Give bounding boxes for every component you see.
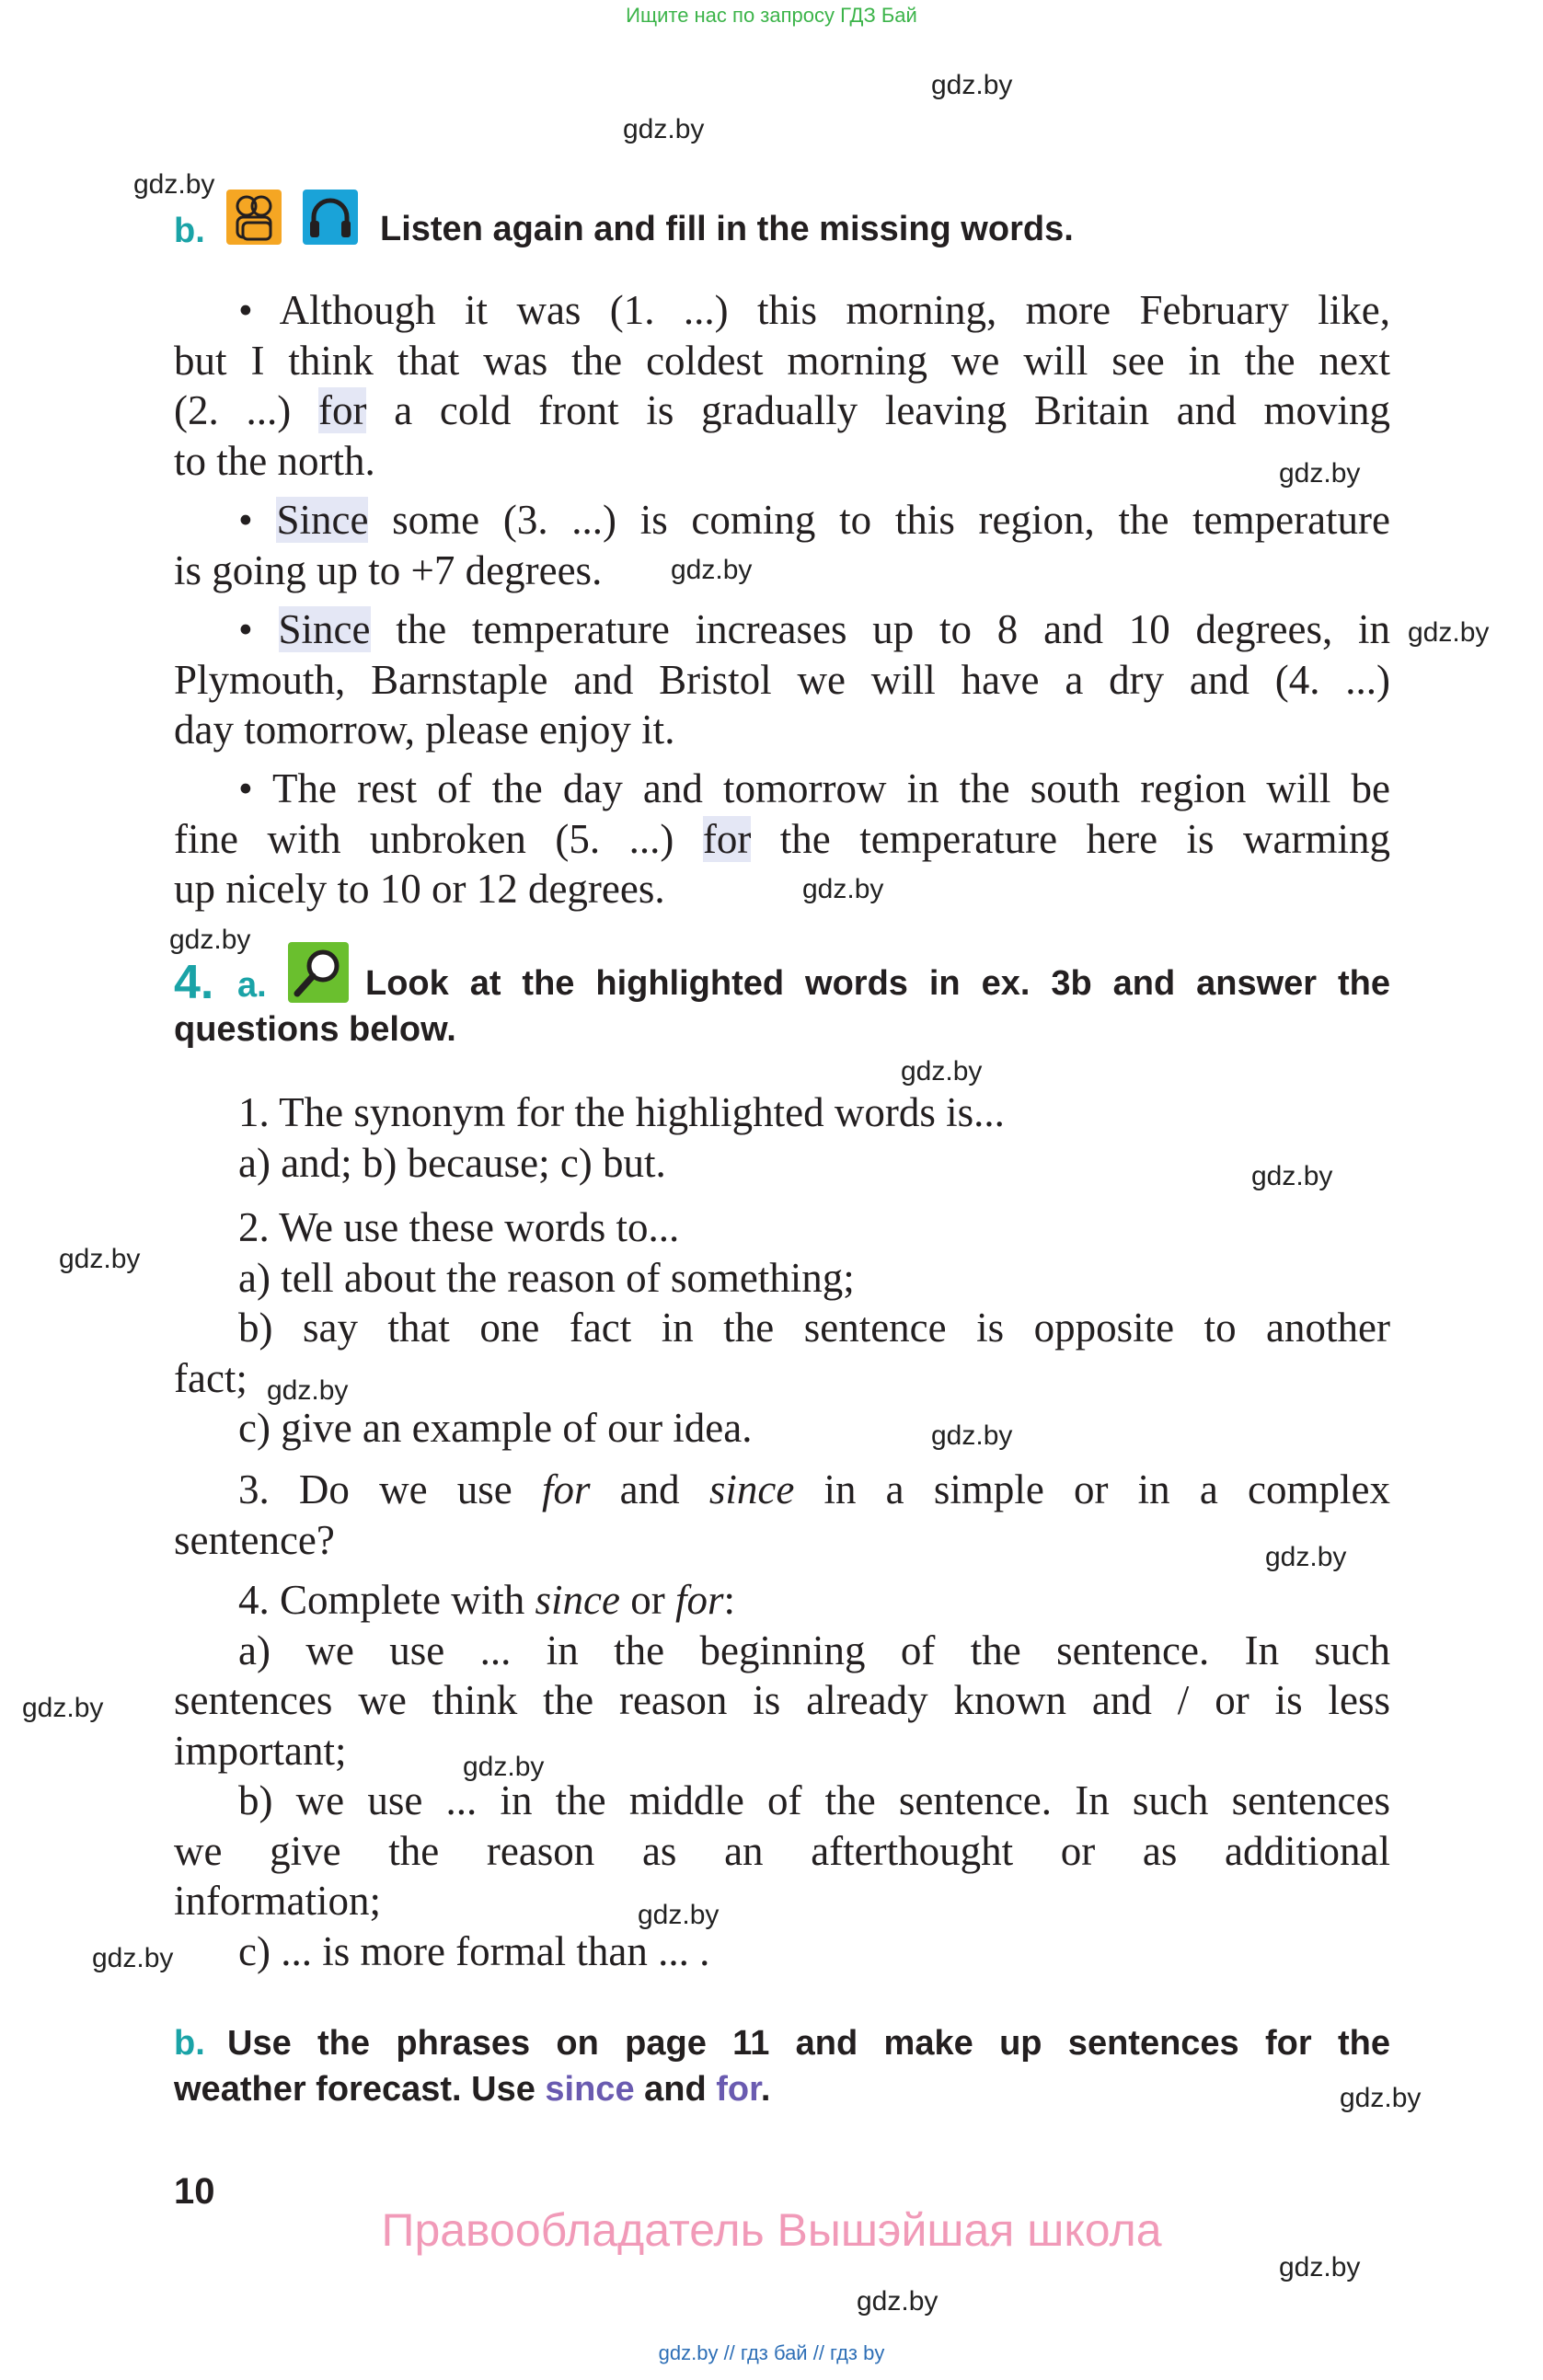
text-fragment: 3. Do we use [238,1466,542,1512]
text-fragment: weather forecast. Use [174,2070,546,2109]
weather-paragraph-4 [174,764,1390,914]
watermark: gdz.by [671,555,753,585]
exercise-4b-instruction-cont [174,2070,770,2110]
exercise-4-number: 4. [174,956,214,1009]
text-line: we give the reason as an afterthought or as additional [174,1827,1390,1874]
text-fragment: the temperature here is warming [751,815,1390,862]
highlighted-word-since: Since [278,606,371,652]
text-line: but I think that was the coldest morning we will see in the next [174,337,1390,384]
answer-options: a) and; b) because; c) but. [238,1139,666,1186]
answer-option-a: a) we use ... in the beginning of the sentence. In such [238,1627,1390,1673]
text-line [174,604,1390,655]
watermark: gdz.by [22,1693,104,1723]
text-fragment: • [238,606,279,652]
answer-option-c: c) ... is more formal than ... . [238,1927,710,1974]
watermark: gdz.by [857,2286,938,2317]
exercise-4a-instruction-cont: questions below. [174,1010,456,1049]
text-line: is going up to +7 degrees. [174,546,603,593]
italic-word: since [535,1577,620,1623]
text-line: • Although it was (1. ...) this morning, more February like, [238,287,1390,333]
top-banner[interactable]: Ищите нас по запросу ГДЗ Бай [626,4,917,27]
text-line: Plymouth, Barnstaple and Bristol we will have a dry and (4. ...) [174,656,1390,703]
text-fragment: some (3. ...) is coming to this region, the temperature [368,497,1390,543]
weather-paragraph-2 [174,495,1390,595]
watermark: gdz.by [133,169,215,200]
watermark: gdz.by [1265,1542,1347,1572]
text-fragment: fine with unbroken (5. ...) [174,815,703,862]
italic-word: for [674,1577,724,1623]
watermark: gdz.by [931,70,1013,100]
watermark: gdz.by [638,1900,720,1930]
keyword-for: for [716,2070,761,2109]
weather-paragraph-1 [174,285,1390,486]
answer-option-a: a) tell about the reason of something; [238,1254,855,1301]
highlighted-word-for: for [317,387,367,433]
text-line: up nicely to 10 or 12 degrees. [174,866,665,912]
text-line: important; [174,1727,347,1774]
watermark: gdz.by [931,1420,1013,1451]
exercise-4a-instruction: Look at the highlighted words in ex. 3b and answer the [365,964,1390,1003]
page-number: 10 [174,2171,215,2212]
footer-links[interactable]: gdz.by // гдз бай // гдз by [658,2341,885,2364]
question-3 [174,1465,1390,1565]
group-work-icon [226,190,282,245]
text-line: sentence? [174,1516,335,1563]
watermark: gdz.by [1279,458,1361,489]
watermark: gdz.by [1340,2083,1422,2113]
text-line [174,385,1390,436]
exercise-3b-instruction: Listen again and fill in the missing words. [380,210,1074,248]
text-fragment: : [723,1577,735,1623]
watermark: gdz.by [1251,1161,1333,1191]
text-fragment: (2. ...) [174,387,318,433]
text-fragment: or [619,1577,675,1623]
headphones-icon [303,190,358,245]
text-fragment: • [238,497,277,543]
magnifier-icon [288,942,349,1003]
text-fragment: and [634,2070,717,2109]
text-fragment: the temperature increases up to 8 and 10 degrees, in [370,606,1390,652]
answer-option-c: c) give an example of our idea. [238,1405,753,1451]
text-line: 1. The synonym for the highlighted words is... [238,1089,1005,1135]
watermark: gdz.by [623,114,705,144]
exercise-4b-instruction: Use the phrases on page 11 and make up sentences for the [227,2024,1390,2063]
weather-paragraph-3 [174,604,1390,755]
text-fragment: and [590,1466,709,1512]
highlighted-word-since: Since [276,497,369,543]
watermark: gdz.by [59,1244,141,1274]
text-line: • The rest of the day and tomorrow in the south region will be [238,765,1390,811]
text-line: information; [174,1878,381,1924]
text-line: to the north. [174,437,375,484]
text-line [174,495,1390,546]
text-fragment: 4. Complete with [238,1577,535,1623]
text-fragment: . [760,2070,771,2109]
italic-word: for [541,1466,591,1512]
highlighted-word-for: for [702,815,752,862]
keyword-since: since [545,2070,635,2109]
question-1 [174,1087,1390,1188]
text-line [174,1465,1390,1515]
copyright-holder: Правообладатель Вышэйшая школа [381,2204,1162,2256]
text-line: fact; [174,1354,248,1401]
text-line: 2. We use these words to... [238,1204,680,1250]
watermark: gdz.by [169,925,251,955]
text-fragment: in a simple or in a complex [794,1466,1390,1512]
text-line [174,1575,1390,1626]
watermark: gdz.by [92,1943,174,1973]
text-line: day tomorrow, please enjoy it. [174,707,675,753]
text-line: sentences we think the reason is already known and / or is less [174,1677,1390,1723]
watermark: gdz.by [1279,2252,1361,2282]
watermark: gdz.by [463,1752,545,1782]
answer-option-b: b) we use ... in the middle of the sentence. In such sentences [238,1777,1390,1823]
exercise-4a-label: a. [237,966,267,1005]
watermark: gdz.by [267,1375,349,1406]
watermark: gdz.by [901,1056,983,1087]
exercise-3b-label: b. [174,212,205,250]
text-fragment: a cold front is gradually leaving Britain and moving [366,387,1390,433]
answer-option-b: b) say that one fact in the sentence is opposite to another [238,1305,1390,1351]
text-line [174,814,1390,865]
watermark: gdz.by [802,874,884,904]
question-4 [174,1575,1390,1976]
exercise-4b-label: b. [174,2024,205,2063]
question-2 [174,1202,1390,1454]
italic-word: since [708,1466,795,1512]
watermark: gdz.by [1408,617,1490,648]
